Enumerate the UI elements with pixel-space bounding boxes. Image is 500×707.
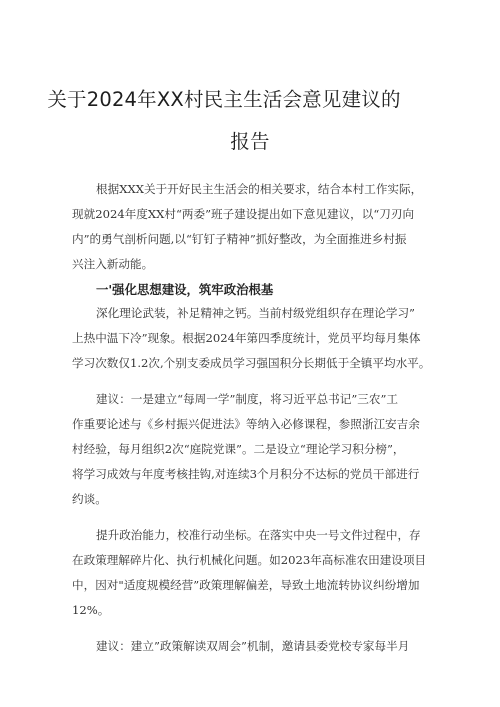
paragraph-2-line-1: 建议：一是建立“每周一学”制度，将习近平总书记”三农”工 xyxy=(96,392,398,406)
document-title-line-2: 报告 xyxy=(230,130,270,153)
paragraph-2-line-3: 村经验，每月组织2次“庭院党课”。二是设立“理论学习积分榜”， xyxy=(72,442,405,456)
paragraph-1-line-3: 学习次数仅1.2次,个别支委成员学习强国积分长期低于全镇平均水平。 xyxy=(72,356,431,370)
paragraph-2-line-2: 作重要论述与《乡村振兴促进法》等纳入必修课程，参照浙江安吉余 xyxy=(72,417,420,431)
paragraph-4-line-1: 建议：建立”政策解读双周会”机制，邀请县委党校专家每半月 xyxy=(96,639,410,653)
intro-line-4: 兴注入新动能。 xyxy=(72,257,154,271)
paragraph-2-line-4: 将学习成效与年度考核挂钩,对连续3个月积分不达标的党员干部进行 xyxy=(72,467,420,481)
paragraph-3-line-2: 在政策理解碎片化、执行机械化问题。如2023年高标准农田建设项目 xyxy=(72,553,427,567)
document-title-line-1: 关于2024年XX村民主生活会意见建议的 xyxy=(47,88,401,111)
paragraph-3-line-1: 提升政治能力，校准行动坐标。在落实中央一号文件过程中，存 xyxy=(96,528,421,542)
intro-line-2: 现就2024年度XX村“两委”班子建设提出如下意见建议，以“刀刃向 xyxy=(72,207,415,221)
paragraph-1-line-2: 上热中温下冷”现象。根据2024年第四季度统计，党员平均每月集体 xyxy=(72,331,421,345)
paragraph-1-line-1: 深化理论武装，补足精神之钙。当前村级党组织存在理论学习” xyxy=(96,306,415,320)
section-1-heading: 一'强化思想建设，筑牢政治根基 xyxy=(96,282,274,297)
intro-line-3: 内”的勇气剖析问题,以“钉钉子精神”抓好整改，为全面推进乡村振 xyxy=(72,232,407,246)
paragraph-2-line-5: 约谈。 xyxy=(72,492,107,506)
intro-line-1: 根据XXX关于开好民主生活会的相关要求，结合本村工作实际， xyxy=(96,182,423,196)
paragraph-3-line-3: 中，因对"适度规模经营”政策理解偏差，导致土地流转协议纠纷增加 xyxy=(72,578,420,592)
paragraph-3-line-4: 12%。 xyxy=(72,603,110,617)
